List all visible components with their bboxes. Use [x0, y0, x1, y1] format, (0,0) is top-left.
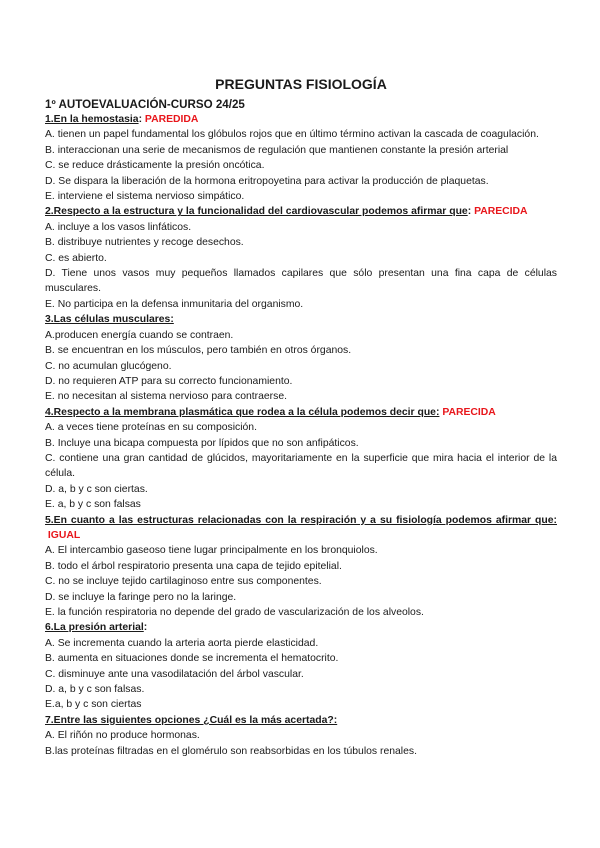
question-status-tag: PAREDIDA [144, 114, 199, 125]
question-heading [45, 204, 557, 219]
question-block [45, 713, 557, 759]
question-heading [45, 112, 557, 127]
answer-option: E. la función respiratoria no depende del grado de vascularización de los alveolos. [45, 607, 424, 618]
answer-option: B. todo el árbol respiratorio presenta una capa de tejido epitelial. [45, 560, 342, 572]
question-separator: : [467, 206, 475, 218]
answer-option: B. Incluye una bicapa compuesta por lípidos que no son anfipáticos. [45, 437, 359, 449]
answer-option: A. El riñón no produce hormonas. [45, 730, 200, 742]
question-block [45, 204, 557, 312]
answer-option: C. se reduce drásticamente la presión oncótica. [45, 160, 265, 172]
answer-option: D. no requieren ATP para su correcto funcionamiento. [45, 375, 293, 387]
answer-option: D. Se dispara la liberación de la hormona eritropoyetina para activar la producción de plaquetas. [45, 175, 489, 187]
question-block [45, 620, 557, 712]
answer-option: A.producen energía cuando se contraen. [45, 329, 234, 341]
question-heading [45, 405, 557, 420]
answer-option: A. incluye a los vasos linfáticos. [45, 221, 192, 233]
question-status-tag: IGUAL [47, 529, 81, 541]
answer-option: E. interviene el sistema nervioso simpático. [45, 191, 245, 203]
answer-option: B. distribuye nutrientes y recoge desechos. [45, 237, 244, 249]
answer-option: C. contiene una gran cantidad de glúcidos, mayoritariamente en la superficie que mira hacia el interior de la célula. [45, 452, 557, 480]
answer-option: A. a veces tiene proteínas en su composición. [45, 422, 257, 434]
question-label: 6.La presión arterial [45, 622, 144, 634]
question-label: 3.Las células musculares: [45, 314, 174, 326]
answer-option: A. El intercambio gaseoso tiene lugar principalmente en los bronquiolos. [45, 545, 378, 557]
answer-option: E.a, b y c son ciertas [45, 699, 142, 711]
answer-option: B. aumenta en situaciones donde se incrementa el hematocrito. [45, 653, 339, 665]
question-label: 4.Respecto a la membrana plasmática que rodea a la célula podemos decir que: [45, 406, 440, 418]
question-heading [45, 513, 557, 544]
question-heading [45, 312, 557, 327]
question-label: 1.En la hemostasia [45, 114, 139, 125]
question-separator: : [138, 114, 145, 125]
answer-option: C. no se incluye tejido cartilaginoso entre sus componentes. [45, 576, 322, 588]
question-block [45, 112, 557, 204]
document-subtitle: 1º AUTOEVALUACIÓN-CURSO 24/25 [45, 98, 245, 111]
answer-option: C. es abierto. [45, 252, 107, 264]
answer-option: B. se encuentran en los músculos, pero también en otros órganos. [45, 345, 352, 357]
question-heading [45, 713, 557, 728]
answer-option: D. Tiene unos vasos muy pequeños llamados capilares que sólo presentan una fina capa de células musculares. [45, 268, 557, 295]
answer-option: E. no necesitan al sistema nervioso para contraerse. [45, 391, 287, 403]
question-label: 5.En cuanto a las estructuras relacionadas con la respiración y a su fisiología podemos afirmar que: [45, 514, 557, 526]
question-separator: : [143, 622, 148, 634]
answer-option: B.las proteínas filtradas en el glomérulo son reabsorbidas en los túbulos renales. [45, 745, 417, 757]
answer-option: D. a, b y c son falsas. [45, 684, 145, 696]
document-title: PREGUNTAS FISIOLOGÍA [215, 76, 387, 92]
question-heading [45, 620, 557, 635]
answer-option: E. a, b y c son falsas [45, 499, 141, 511]
answer-option: A. Se incrementa cuando la arteria aorta pierde elasticidad. [45, 637, 319, 649]
question-block [45, 405, 557, 513]
question-list [45, 112, 557, 759]
question-status-tag: PARECIDA [474, 206, 528, 218]
answer-option: D. se incluye la faringe pero no la laringe. [45, 591, 237, 603]
answer-option: C. no acumulan glucógeno. [45, 360, 172, 372]
answer-option: C. disminuye ante una vasodilatación del árbol vascular. [45, 668, 304, 680]
question-block [45, 312, 557, 404]
question-label: 2.Respecto a la estructura y la funcionalidad del cardiovascular podemos afirmar que [45, 206, 468, 218]
question-status-tag: PARECIDA [442, 406, 496, 418]
question-label: 7.Entre las siguientes opciones ¿Cuál es la más acertada?: [45, 714, 338, 726]
answer-option: A. tienen un papel fundamental los glóbulos rojos que en último término activan la cascada de coagulación. [45, 129, 539, 141]
question-block [45, 513, 557, 621]
answer-option: E. No participa en la defensa inmunitaria del organismo. [45, 298, 304, 310]
answer-option: B. interaccionan una serie de mecanismos de regulación que mantienen constante la presión arterial [45, 144, 509, 156]
answer-option: D. a, b y c son ciertas. [45, 483, 148, 495]
